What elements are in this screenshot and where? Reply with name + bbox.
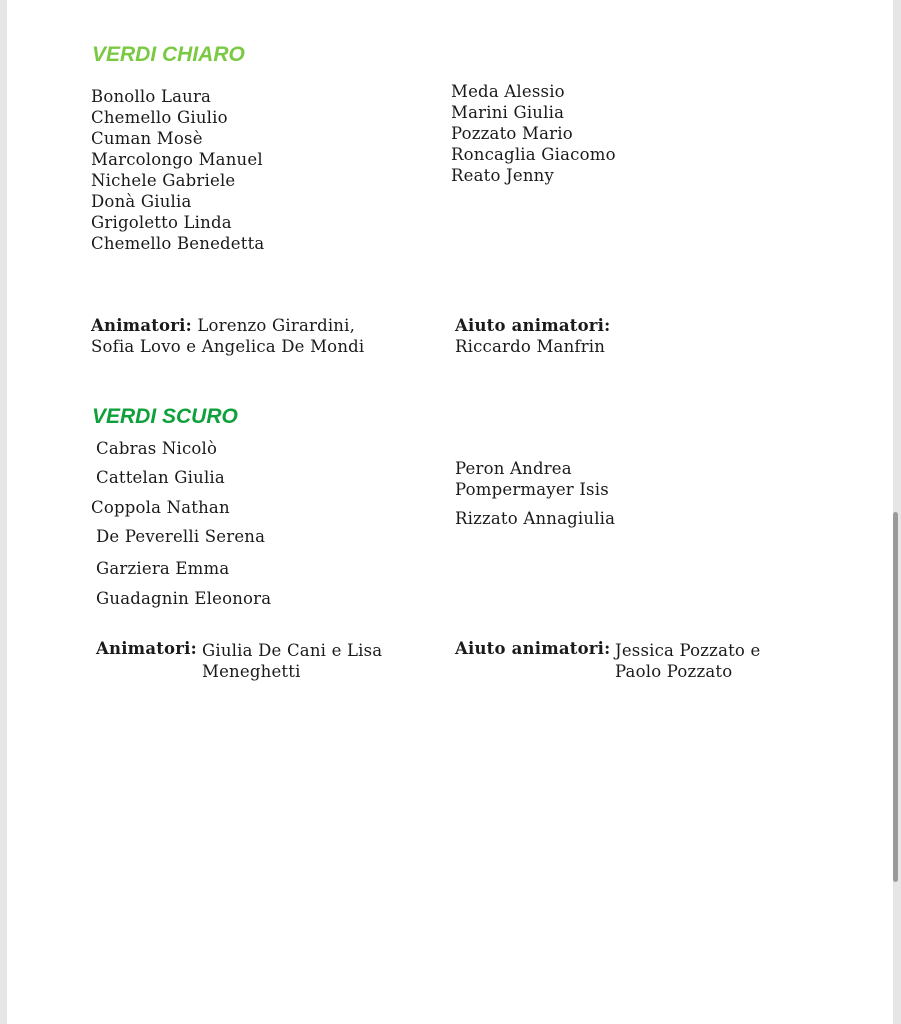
- list-item: Nichele Gabriele: [91, 171, 236, 190]
- list-item: Garziera Emma: [96, 559, 230, 578]
- animatori-label: Animatori:: [91, 316, 192, 335]
- list-item: De Peverelli Serena: [96, 527, 266, 546]
- list-item: Coppola Nathan: [91, 498, 230, 517]
- list-item: Roncaglia Giacomo: [451, 145, 616, 164]
- list-item: Marcolongo Manuel: [91, 150, 263, 169]
- verdi-scuro-aiuto-names: [615, 640, 760, 682]
- vertical-scrollbar-thumb[interactable]: [893, 512, 898, 882]
- animatori-names: Giulia De Cani e Lisa: [202, 641, 383, 660]
- list-item: Guadagnin Eleonora: [96, 589, 272, 608]
- list-item: Chemello Benedetta: [91, 234, 265, 253]
- list-item: Pozzato Mario: [451, 124, 573, 143]
- list-item: Chemello Giulio: [91, 108, 228, 127]
- list-item: Peron Andrea: [455, 459, 572, 478]
- aiuto-animatori-names: Jessica Pozzato e: [615, 641, 761, 660]
- aiuto-animatori-label: Aiuto animatori:: [455, 639, 611, 658]
- list-item: Grigoletto Linda: [91, 213, 232, 232]
- animatori-names-continued: Sofia Lovo e Angelica De Mondi: [91, 337, 365, 356]
- aiuto-animatori-names-continued: Paolo Pozzato: [615, 662, 733, 681]
- verdi-chiaro-right-list: [451, 81, 616, 186]
- list-item: Cuman Mosè: [91, 129, 203, 148]
- list-item: Marini Giulia: [451, 103, 565, 122]
- verdi-chiaro-heading: VERDI CHIARO: [92, 43, 245, 66]
- verdi-scuro-animatori-names: [202, 640, 382, 682]
- list-item: Reato Jenny: [451, 166, 554, 185]
- verdi-chiaro-animatori: [91, 315, 364, 357]
- verdi-scuro-heading: VERDI SCURO: [92, 405, 238, 428]
- list-item: Pompermayer Isis: [455, 480, 609, 499]
- aiuto-animatori-label: Aiuto animatori:: [455, 316, 611, 335]
- animatori-names: Lorenzo Girardini,: [197, 316, 356, 335]
- list-item: Cabras Nicolò: [96, 439, 218, 458]
- list-item: Meda Alessio: [451, 82, 565, 101]
- aiuto-animatori-names: Riccardo Manfrin: [455, 337, 606, 356]
- list-item: Cattelan Giulia: [96, 468, 225, 487]
- animatori-names-continued: Meneghetti: [202, 662, 301, 681]
- list-item: Bonollo Laura: [91, 87, 212, 106]
- list-item: Donà Giulia: [91, 192, 192, 211]
- document-page: [7, 0, 893, 1024]
- verdi-chiaro-aiuto-animatori: [455, 315, 610, 357]
- animatori-label: Animatori:: [96, 639, 197, 658]
- list-item: Rizzato Annagiulia: [455, 509, 616, 528]
- verdi-chiaro-left-list: [91, 86, 264, 254]
